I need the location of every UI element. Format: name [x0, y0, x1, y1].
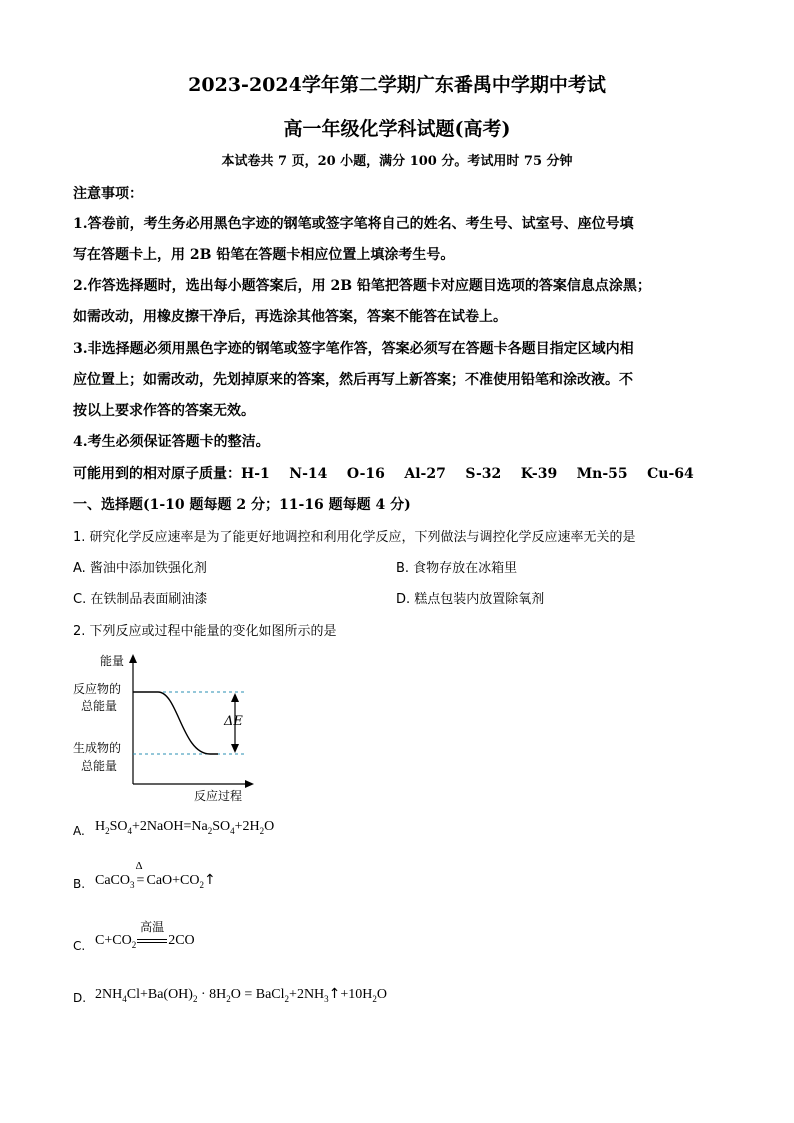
question-2-stem: 2. 下列反应或过程中能量的变化如图所示的是 [73, 624, 337, 639]
x-axis-arrow [245, 780, 254, 788]
y-axis-label: 能量 [100, 654, 125, 668]
question-2-option-b-letter: B. [73, 877, 86, 891]
heating-condition: Δ [135, 860, 143, 872]
question-2-option-b-equation: CaCO$_3$ Δ = $CaO+CO_2↑$ [95, 860, 216, 890]
question-1-option-a: A. 酱油中添加铁强化剂 [73, 561, 207, 576]
notes-heading: 注意事项： [73, 186, 143, 202]
notes-line-5: 3.非选择题必须用黑色字迹的钢笔或签字笔作答，答案必须写在答题卡各题目指定区域内相 [73, 341, 634, 357]
question-2-option-a-letter: A. [73, 824, 85, 838]
high-temp-condition: 高温 [140, 920, 165, 934]
notes-line-6: 应位置上；如需改动，先划掉原来的答案，然后再写上新答案；不准使用铅笔和涂改液。不 [73, 372, 633, 388]
energy-curve [133, 692, 218, 754]
x-axis-label: 反应过程 [194, 789, 243, 803]
delta-arrow-down [231, 744, 239, 753]
product-label-1: 生成物的 [73, 741, 122, 755]
question-1-option-b: B. 食物存放在冰箱里 [396, 561, 518, 576]
question-1-stem: 1. 研究化学反应速率是为了能更好地调控和利用化学反应，下列做法与调控化学反应速率无关的是 [73, 530, 636, 545]
notes-line-3: 2.作答选择题时，选出每小题答案后，用 2B 铅笔把答题卡对应题目选项的答案信息点涂黑； [73, 278, 651, 294]
notes-line-8: 4.考生必须保证答题卡的整洁。 [73, 434, 270, 450]
exam-subtitle: 高一年级化学科试题(高考) [283, 118, 511, 140]
energy-diagram [70, 648, 260, 804]
delta-arrow-up [231, 693, 239, 702]
atomic-masses: 可能用到的相对原子质量：H-1 N-14 O-16 Al-27 S-32 K-39 Mn-55 Cu-64 [73, 466, 694, 482]
reactant-label-1: 反应物的 [73, 682, 122, 696]
notes-line-1: 1.答卷前，考生务必用黑色字迹的钢笔或签字笔将自己的姓名、考生号、试室号、座位号填 [73, 216, 634, 232]
notes-line-4: 如需改动，用橡皮擦干净后，再选涂其他答案，答案不能答在试卷上。 [73, 309, 507, 325]
product-label-2: 总能量 [81, 759, 118, 773]
question-1-option-c: C. 在铁制品表面刷油漆 [73, 592, 208, 607]
question-2-option-d-equation: $2NH_4Cl+Ba(OH)_2 \cdot 8H_2O$ = $BaCl_2+2NH_3↑+10H_2O$ [95, 986, 388, 1004]
y-axis-arrow [129, 654, 137, 663]
delta-e-label: ΔE [224, 714, 243, 729]
question-2-option-a-equation: $H_2SO_4+2NaOH=Na_2SO_4+2H_2O$ [95, 819, 275, 836]
question-1-option-d: D. 糕点包装内放置除氧剂 [396, 592, 545, 607]
notes-line-2: 写在答题卡上，用 2B 铅笔在答题卡相应位置上填涂考生号。 [73, 247, 455, 263]
notes-line-7: 按以上要求作答的答案无效。 [73, 403, 255, 419]
question-2-option-c-letter: C. [73, 939, 86, 953]
question-2-option-c-equation: $C+CO_2$ 高温 2CO [95, 920, 195, 950]
reactant-label-2: 总能量 [81, 699, 118, 713]
section-heading: 一、选择题(1-10 题每题 2 分；11-16 题每题 4 分) [73, 497, 411, 513]
question-2-option-d-letter: D. [73, 991, 87, 1005]
exam-info: 本试卷共 7 页，20 小题，满分 100 分。考试用时 75 分钟 [221, 154, 573, 169]
exam-title: 2023-2024学年第二学期广东番禺中学期中考试 [188, 74, 606, 96]
